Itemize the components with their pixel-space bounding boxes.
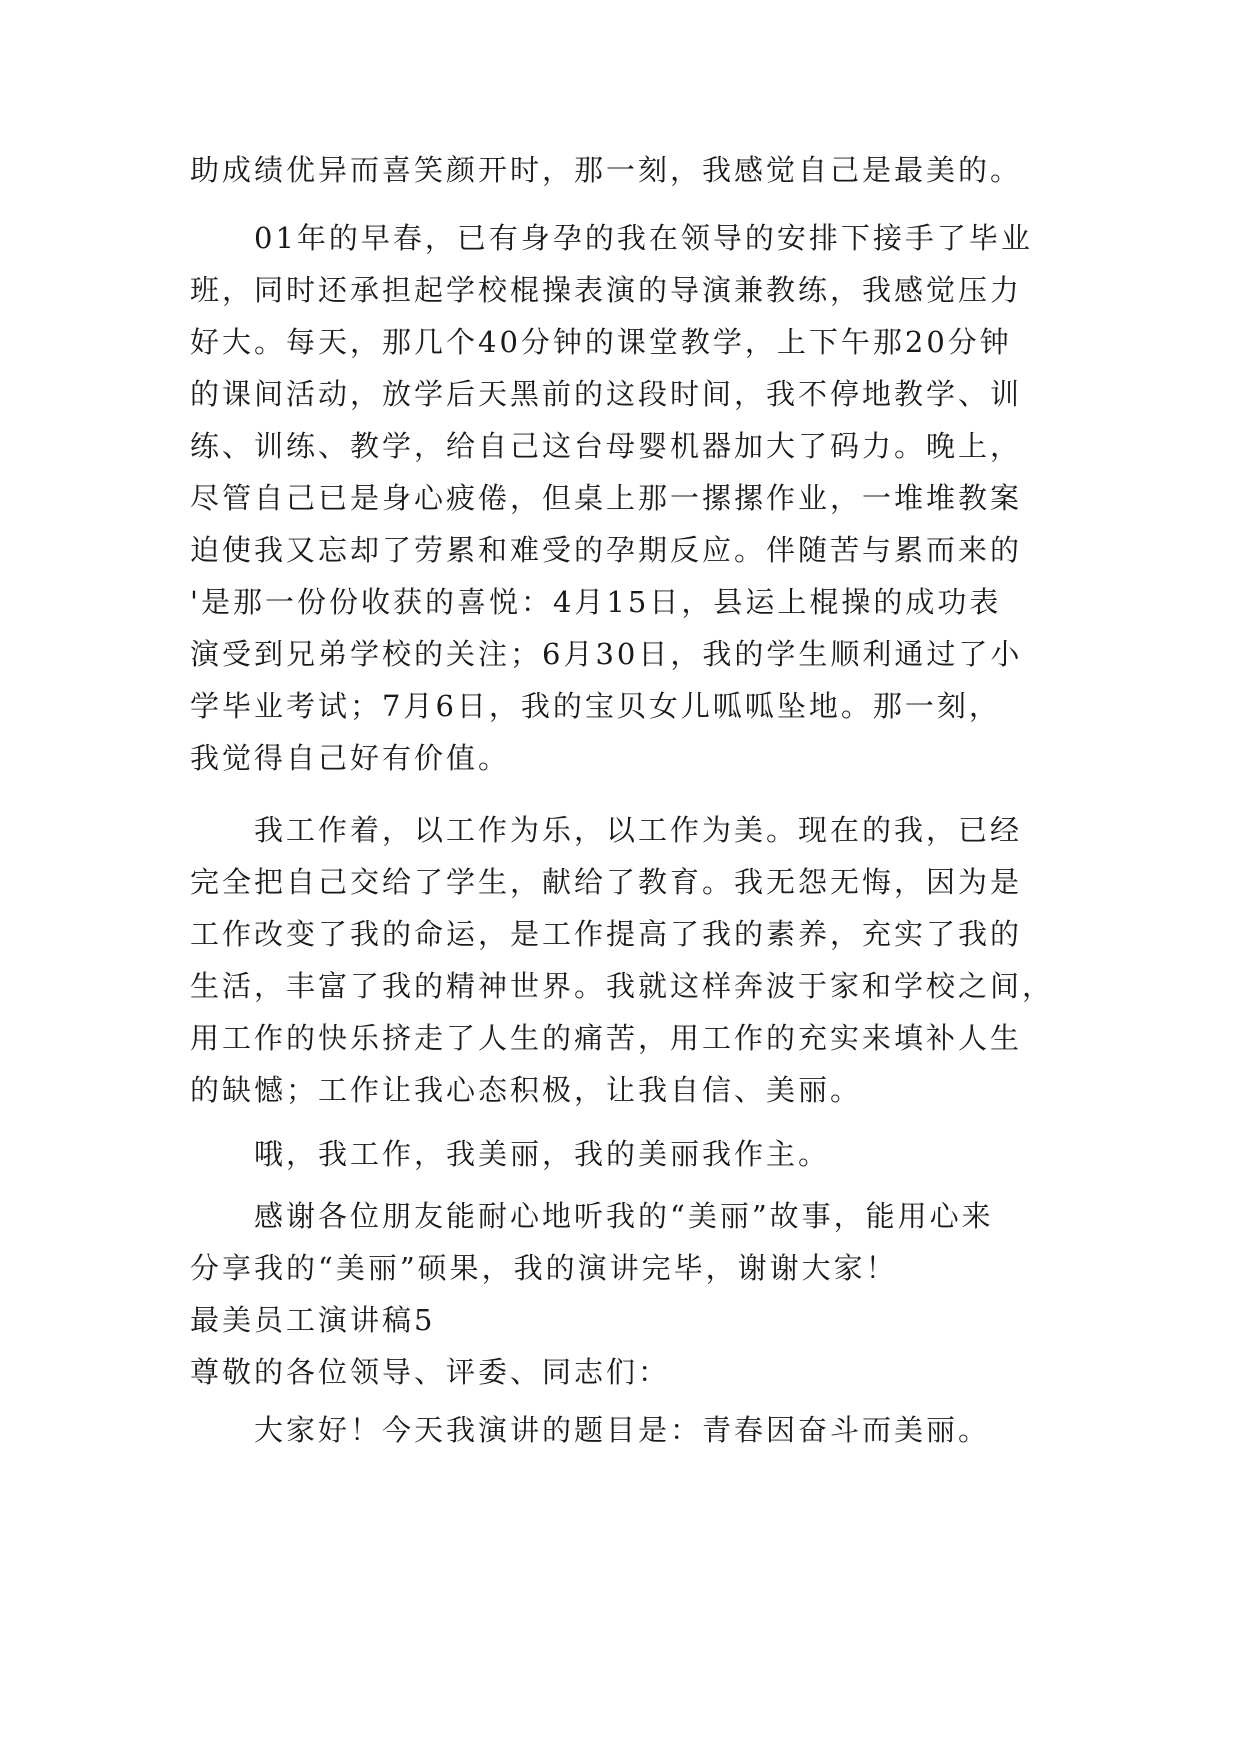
text-line: 哦，我工作，我美丽，我的美丽我作主。 <box>254 1137 831 1171</box>
text-line: 的缺憾；工作让我心态积极，让我自信、美丽。 <box>190 1073 863 1107</box>
text-line: 生活，丰富了我的精神世界。我就这样奔波于家和学校之间， <box>190 969 1055 1003</box>
text-line: 尊敬的各位领导、评委、同志们： <box>190 1355 671 1389</box>
text-line: 助成绩优异而喜笑颜开时，那一刻，我感觉自己是最美的。 <box>190 153 1023 187</box>
text-line: 完全把自己交给了学生，献给了教育。我无怨无悔，因为是 <box>190 865 1023 899</box>
text-line: 分享我的“美丽”硕果，我的演讲完毕，谢谢大家！ <box>190 1251 898 1285</box>
text-line: 用工作的快乐挤走了人生的痛苦，用工作的充实来填补人生 <box>190 1021 1023 1055</box>
text-line: 演受到兄弟学校的关注；6月30日，我的学生顺利通过了小 <box>190 637 1023 671</box>
text-line: '是那一份份收获的喜悦：4月15日，县运上棍操的成功表 <box>190 585 1002 619</box>
text-line: 班，同时还承担起学校棍操表演的导演兼教练，我感觉压力 <box>190 273 1023 307</box>
text-line: 工作改变了我的命运，是工作提高了我的素养，充实了我的 <box>190 917 1023 951</box>
text-line: 01年的早春，已有身孕的我在领导的安排下接手了毕业 <box>254 221 1033 255</box>
text-line: 迫使我又忘却了劳累和难受的孕期反应。伴随苦与累而来的 <box>190 533 1023 567</box>
text-line: 学毕业考试；7月6日，我的宝贝女儿呱呱坠地。那一刻， <box>190 689 1001 723</box>
text-line: 我觉得自己好有价值。 <box>190 741 511 775</box>
text-line: 感谢各位朋友能耐心地听我的“美丽”故事，能用心来 <box>254 1199 994 1233</box>
text-line: 我工作着，以工作为乐，以工作为美。现在的我，已经 <box>254 813 1023 847</box>
text-line: 的课间活动，放学后天黑前的这段时间，我不停地教学、训 <box>190 377 1023 411</box>
text-line: 好大。每天，那几个40分钟的课堂教学，上下午那20分钟 <box>190 325 1012 359</box>
section-heading: 最美员工演讲稿5 <box>190 1303 436 1337</box>
text-line: 大家好！今天我演讲的题目是：青春因奋斗而美丽。 <box>254 1413 991 1447</box>
text-line: 尽管自己已是身心疲倦，但桌上那一摞摞作业，一堆堆教案 <box>190 481 1023 515</box>
text-line: 练、训练、教学，给自己这台母婴机器加大了码力。晚上， <box>190 429 1023 463</box>
